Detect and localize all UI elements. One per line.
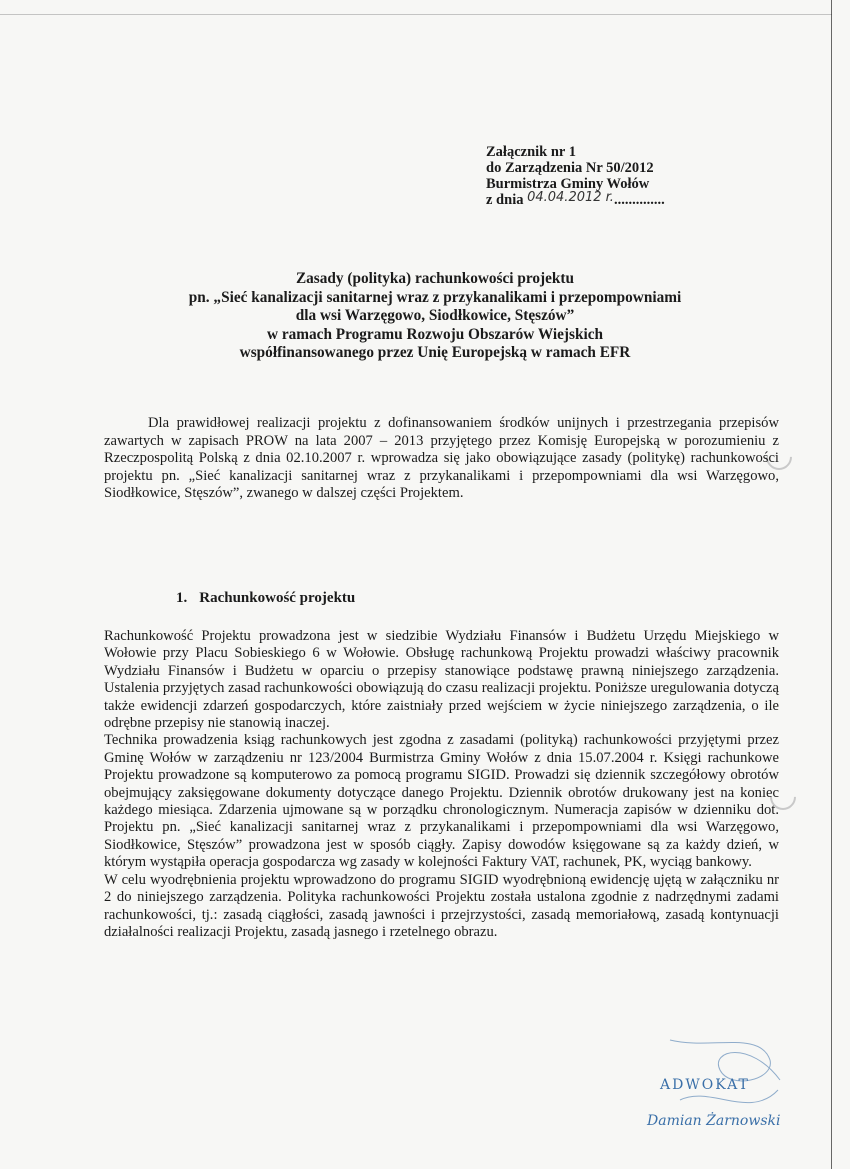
section-paragraph-1: Rachunkowość Projektu prowadzona jest w siedzibie Wydziału Finansów i Budżetu Urzędu Miejskiego w Wołowie przy Placu Sobieskiego 6 w Wołowie. Obsługę rachunkową Projektu prowadzi właściwy pracownik Wydziału Finansów i Budżetu w oparciu o przepisy stanowiące podstawę prawną niniejszego zarządzenia. Ustalenia przyjętych zasad rachunkowości obowiązują do czasu realizacji projektu. Poniższe uregulowania dotyczą także ewidencji zdarzeń gospodarczych, które zaistniały przed wejściem w życie niniejszego zarządzenia, o ile odrębne przepisy nie stanowią inaczej.	[104, 628, 779, 732]
handwritten-date: 04.04.2012 r.	[527, 190, 614, 205]
scan-edge-right	[831, 0, 832, 1169]
date-dots: ..............	[613, 192, 665, 208]
attachment-line-1: Załącznik nr 1	[486, 144, 576, 160]
title-line-3: dla wsi Warzęgowo, Siodłkowice, Stęszów”	[295, 307, 575, 324]
stamp-name: Damian Żarnowski	[647, 1113, 781, 1129]
attachment-date-prefix: z dnia	[486, 192, 528, 208]
intro-paragraph: Dla prawidłowej realizacji projektu z dofinansowaniem środków unijnych i przestrzegania przepisów zawartych w zapisach PROW na lata 2007 – 2013 przyjętego przez Komisję Europejską w porozumieniu z Rzeczpospolitą Polską z dnia 02.10.2007 r. wprowadza się jako obowiązujące zasady (politykę) rachunkowości projektu pn. „Sieć kanalizacji sanitarnej wraz z przykanalikami i przepompowniami dla wsi Warzęgowo, Siodłkowice, Stęszów”, zwanego w dalszej części Projektem.	[104, 415, 779, 502]
section-paragraph-3: W celu wyodrębnienia projektu wprowadzono do programu SIGID wyodrębnioną ewidencję ujętą w załączniku nr 2 do niniejszego zarządzenia. Polityka rachunkowości Projektu została ustalona zgodnie z nadrzędnymi zadami rachunkowości, tj.: zasadą ciągłości, zasadą jawności i przejrzystości, zasadą memoriałową, zasadą kontynuacji działalności realizacji Projektu, zasadą jasnego i rzetelnego obrazu.	[104, 871, 779, 940]
section-title: Rachunkowość projektu	[199, 590, 356, 606]
section-paragraph-2: Technika prowadzenia ksiąg rachunkowych jest zgodna z zasadami (polityką) rachunkowości przyjętymi przez Gminę Wołów w zarządzeniu nr 123/2004 Burmistrza Gminy Wołów z dnia 15.07.2004 r. Księgi rachunkowe Projektu prowadzone są komputerowo za pomocą programu SIGID. Prowadzi się dziennik szczegółowy obrotów obejmujący zaksięgowane dokumenty dotyczące danego Projektu. Dziennik obrotów drukowany jest na koniec każdego miesiąca. Zdarzenia ujmowane są w porządku chronologicznym. Numeracja zapisów w dzienniku dot. Projektu pn. „Sieć kanalizacji sanitarnej wraz z przykanalikami i przepompowniami dla wsi Warzęgowo, Siodłkowice, Stęszów” prowadzona jest w sposób ciągły. Zapisy dowodów księgowane są za każdy dzień, w którym wystąpiła operacja gospodarcza wg zasady w kolejności Faktury VAT, rachunek, PK, wyciąg bankowy.	[104, 732, 779, 871]
title-line-2: pn. „Sieć kanalizacji sanitarnej wraz z przykanalikami i przepompowniami	[188, 288, 682, 306]
section-body	[104, 628, 779, 941]
scan-edge-top	[0, 14, 832, 15]
intro-paragraph-block	[104, 415, 779, 503]
title-line-1: Zasady (polityka) rachunkowości projektu	[295, 270, 575, 287]
attachment-line-3: Burmistrza Gminy Wołów	[486, 176, 650, 192]
attachment-header	[486, 144, 665, 209]
section-heading	[176, 590, 355, 607]
section-number: 1.	[176, 590, 188, 606]
document-title	[90, 270, 780, 363]
title-line-5: współfinansowanego przez Unię Europejską w ramach EFR	[239, 344, 631, 361]
attachment-date-line	[486, 192, 665, 209]
attachment-line-2: do Zarządzenia Nr 50/2012	[486, 160, 654, 176]
title-line-4: w ramach Programu Rozwoju Obszarów Wiejskich	[266, 325, 604, 343]
stamp-title: ADWOKAT	[660, 1077, 750, 1093]
